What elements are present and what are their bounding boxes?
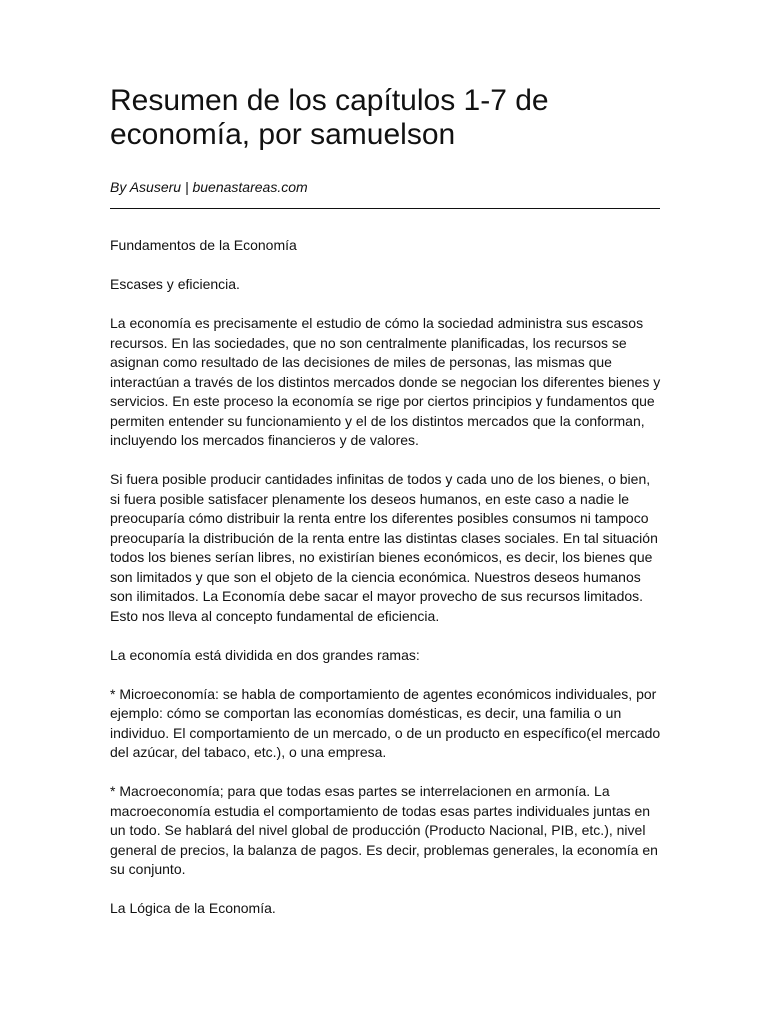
document-page — [110, 84, 662, 938]
document-body — [110, 236, 662, 919]
paragraph: * Microeconomía: se habla de comportamiento de agentes económicos individuales, por ejemplo: cómo se comportan las economías domésticas, es decir, una familia o un individuo. El comportamiento de un mercado, o de un producto en específico(el mercado del azúcar, del tabaco, etc.), o una empresa. — [110, 685, 661, 760]
byline: By Asuseru | buenastareas.com — [110, 179, 308, 195]
section-heading: Fundamentos de la Economía — [110, 237, 297, 253]
paragraph: La economía es precisamente el estudio de cómo la sociedad administra sus escasos recursos. En las sociedades, que no son centralmente planificadas, los recursos se asignan como resultado de las decisiones de miles de personas, las mismas que interactúan a través de los distintos mercados donde se negocian los diferentes bienes y servicios. En este proceso la economía se rige por ciertos principios y fundamentos que permiten entender su funcionamiento y el de los distintos mercados que la conforman, incluyendo los mercados financieros y de valores. — [110, 315, 661, 448]
paragraph: La Lógica de la Economía. — [110, 900, 276, 916]
document-title: Resumen de los capítulos 1-7 de economía, por samuelson — [110, 84, 549, 151]
paragraph: La economía está dividida en dos grandes ramas: — [110, 646, 420, 663]
subheading: Escases y eficiencia. — [110, 276, 240, 292]
paragraph: Si fuera posible producir cantidades infinitas de todos y cada uno de los bienes, o bien, si fuera posible satisfacer plenamente los deseos humanos, en este caso a nadie le preocuparía cómo distribuir la renta entre los diferentes posibles consumos ni tampoco preocuparía la distribución de la renta entre las distintas clases sociales. En tal situación todos los bienes serían libres, no existirían bienes económicos, es decir, los bienes que son limitados y que son el objeto de la ciencia económica. Nuestros deseos humanos son ilimitados. La Economía debe sacar el mayor provecho de sus recursos limitados. Esto nos lleva al concepto fundamental de eficiencia. — [110, 471, 658, 624]
divider — [110, 208, 660, 209]
paragraph: * Macroeconomía; para que todas esas partes se interrelacionen en armonía. La macroeconomía estudia el comportamiento de todas esas partes individuales juntas en un todo. Se hablará del nivel global de producción (Producto Nacional, PIB, etc.), nivel general de precios, la balanza de pagos. Es decir, problemas generales, la economía en su conjunto. — [110, 783, 658, 877]
